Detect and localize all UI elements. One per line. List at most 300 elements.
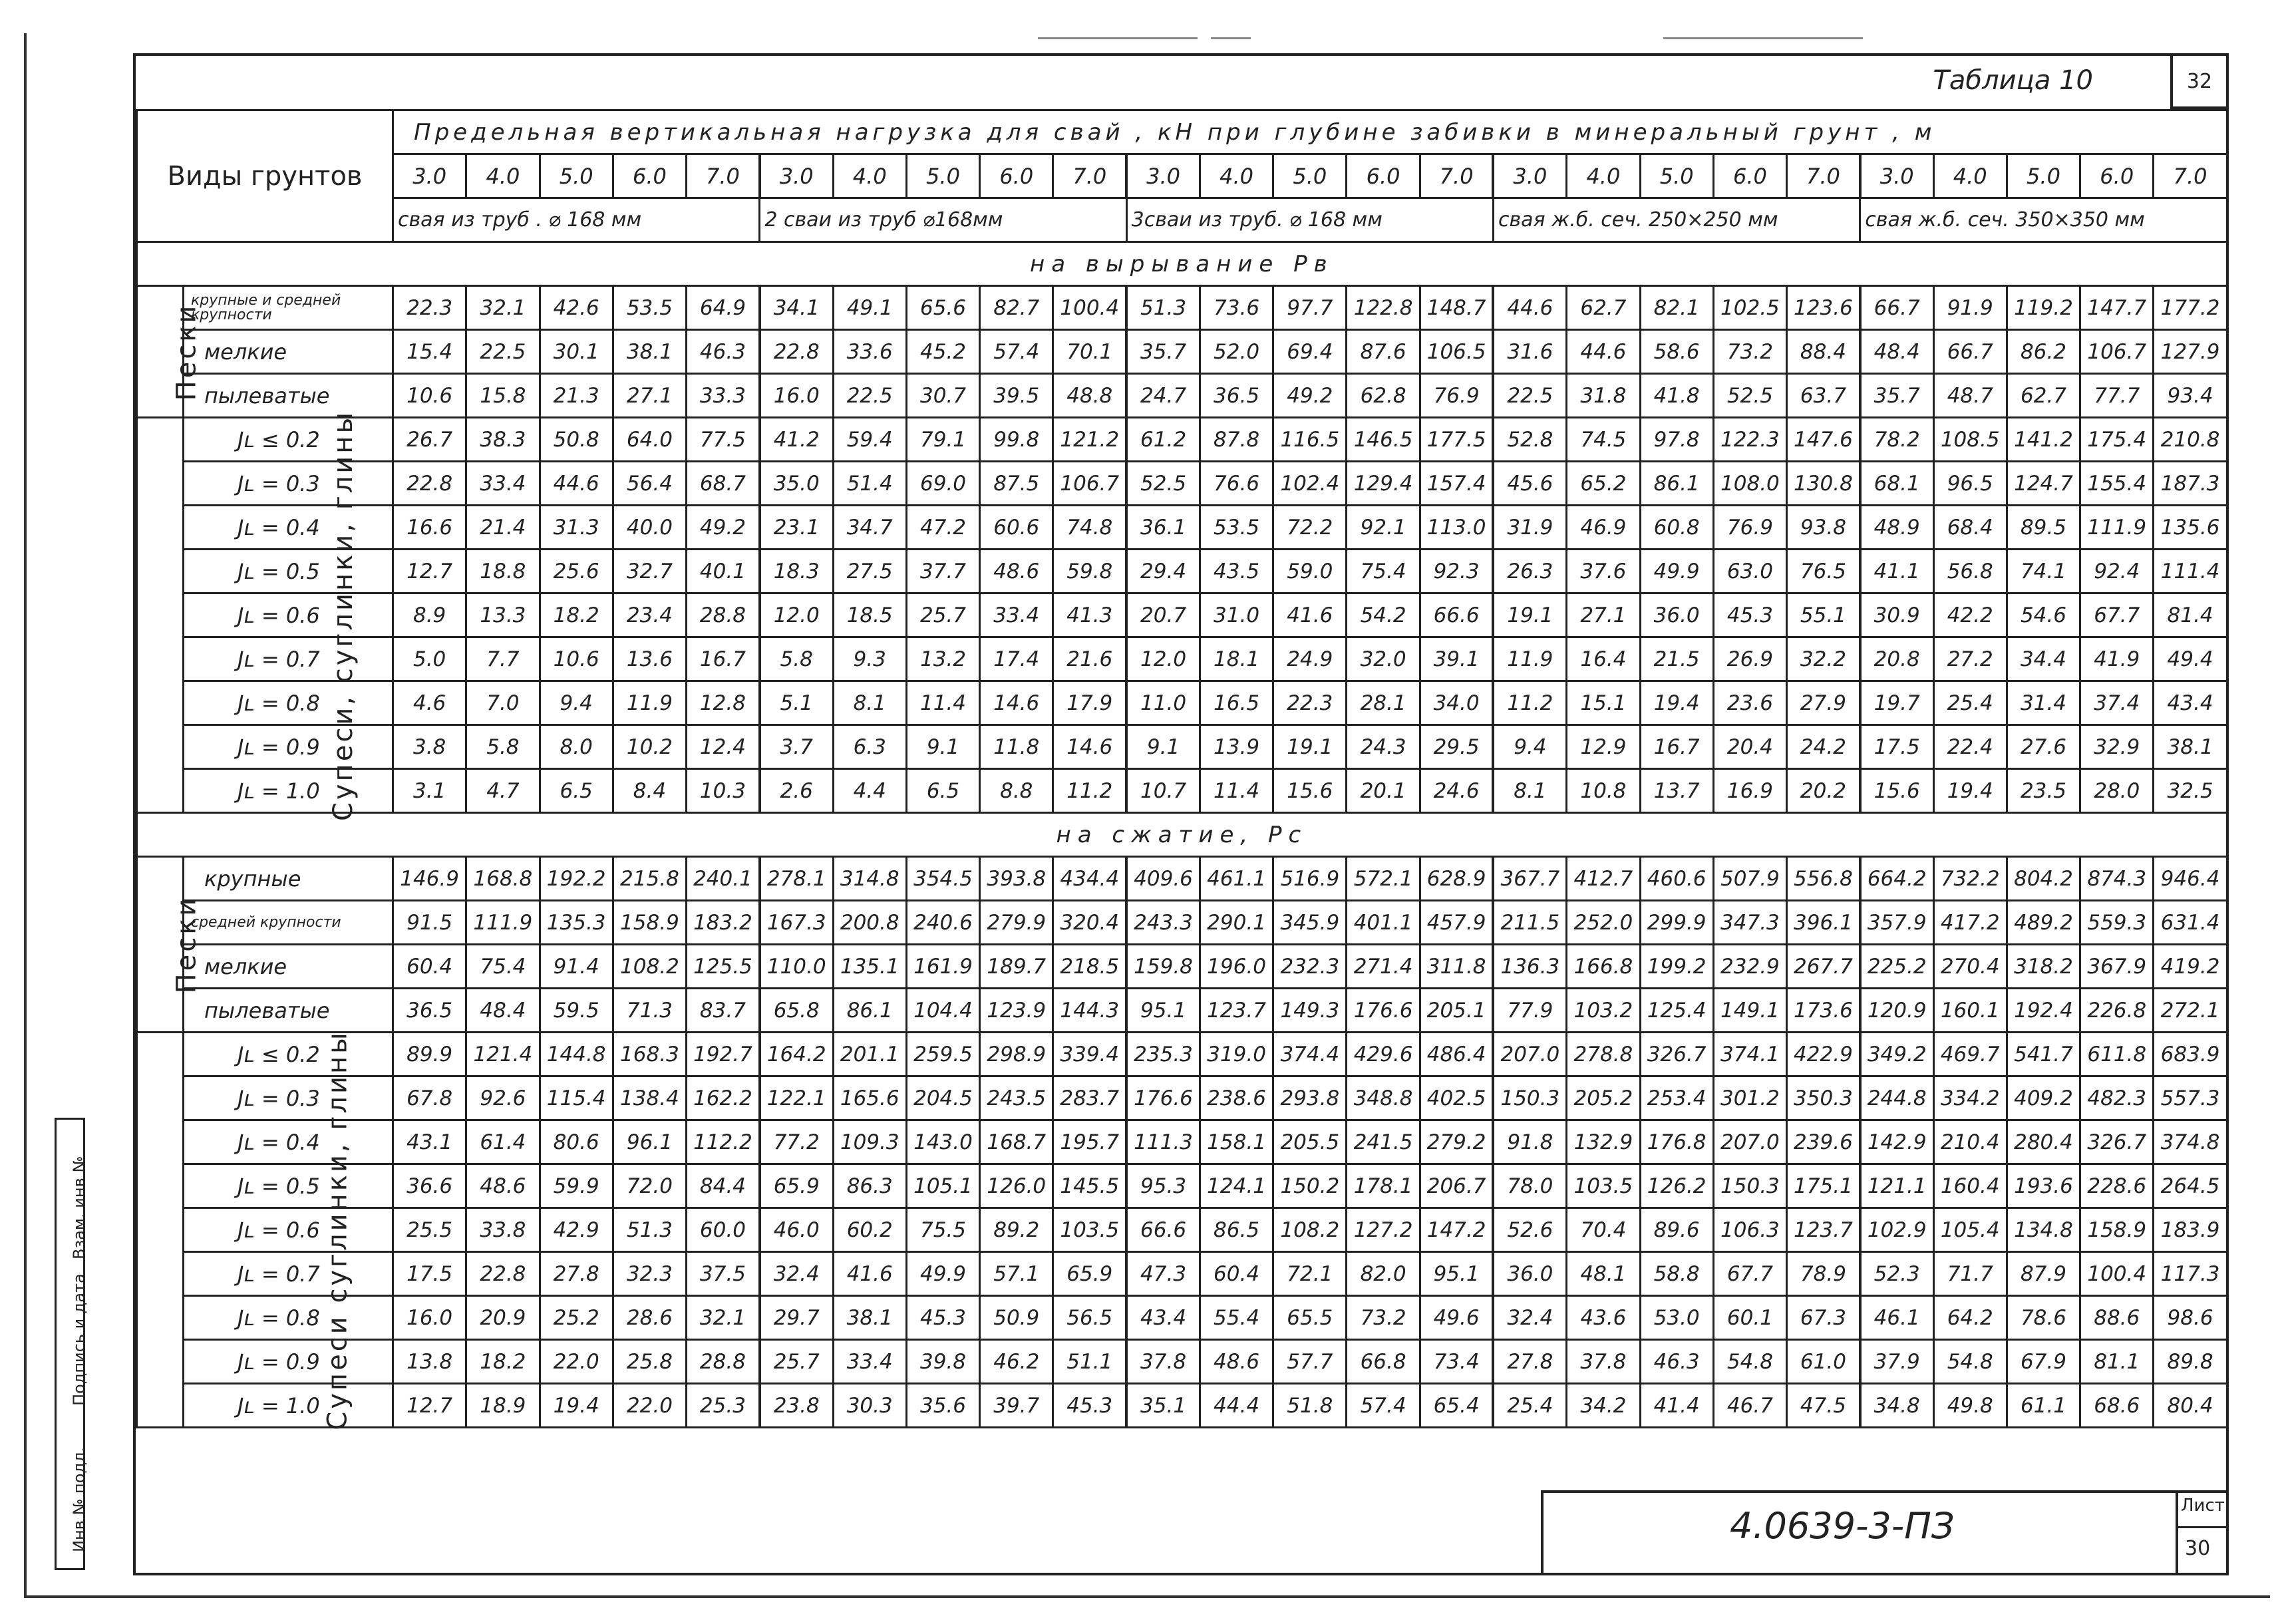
table-row (137, 725, 2227, 769)
load-value-cell: 147.7 (2080, 286, 2154, 330)
load-value-cell: 22.5 (1493, 374, 1566, 418)
load-value-cell: 111.3 (1126, 1120, 1200, 1164)
load-value-cell: 232.9 (1713, 945, 1786, 989)
load-value-cell: 164.2 (760, 1033, 833, 1076)
load-value-cell: 104.4 (906, 989, 979, 1033)
load-value-cell: 77.2 (760, 1120, 833, 1164)
load-value-cell: 89.2 (980, 1208, 1053, 1252)
load-value-cell: 48.6 (1200, 1340, 1273, 1384)
load-value-cell: 201.1 (833, 1033, 906, 1076)
load-value-cell: 10.8 (1567, 769, 1640, 813)
soil-group-label (137, 857, 202, 1033)
load-value-cell: 60.1 (1713, 1296, 1786, 1340)
load-value-cell: 226.8 (2080, 989, 2154, 1033)
load-value-cell: 34.7 (833, 506, 906, 550)
load-value-cell: 49.6 (1420, 1296, 1493, 1340)
depth-header: 6.0 (1347, 154, 1420, 198)
load-value-cell: 21.3 (540, 374, 613, 418)
soil-row-label: Jʟ = 0.6 (184, 1208, 393, 1252)
table-row (137, 593, 2227, 637)
load-value-cell: 374.8 (2154, 1120, 2227, 1164)
margin-label: Взам. инв № (70, 1156, 88, 1259)
load-value-cell: 149.1 (1713, 989, 1786, 1033)
load-value-cell: 28.0 (2080, 769, 2154, 813)
load-value-cell: 120.9 (1860, 989, 1933, 1033)
load-value-cell: 22.0 (540, 1340, 613, 1384)
load-value-cell: 60.4 (393, 945, 466, 989)
load-value-cell: 119.2 (2007, 286, 2080, 330)
load-value-cell: 31.0 (1200, 593, 1273, 637)
load-value-cell: 30.1 (540, 330, 613, 374)
load-value-cell: 52.6 (1493, 1208, 1566, 1252)
load-value-cell: 192.4 (2007, 989, 2080, 1033)
load-value-cell: 13.7 (1640, 769, 1713, 813)
load-value-cell: 178.1 (1347, 1164, 1420, 1208)
load-value-cell: 73.2 (1713, 330, 1786, 374)
load-value-cell: 32.1 (687, 1296, 760, 1340)
load-value-cell: 367.7 (1493, 857, 1566, 901)
load-value-cell: 12.8 (687, 681, 760, 725)
load-value-cell: 96.5 (1933, 462, 2007, 506)
load-value-cell: 196.0 (1200, 945, 1273, 989)
load-value-cell: 22.3 (393, 286, 466, 330)
load-value-cell: 218.5 (1053, 945, 1126, 989)
load-value-cell: 326.7 (2080, 1120, 2154, 1164)
load-value-cell: 24.9 (1273, 637, 1347, 681)
sheet-number: 32 (2170, 56, 2226, 109)
load-value-cell: 122.3 (1713, 418, 1786, 462)
load-value-cell: 167.3 (760, 901, 833, 945)
drawing-frame (133, 53, 2229, 1575)
depth-header: 3.0 (1493, 154, 1566, 198)
load-value-cell: 57.4 (1347, 1384, 1420, 1428)
depth-header: 3.0 (1126, 154, 1200, 198)
load-value-cell: 82.1 (1640, 286, 1713, 330)
load-value-cell: 409.6 (1126, 857, 1200, 901)
load-value-cell: 211.5 (1493, 901, 1566, 945)
load-value-cell: 146.5 (1347, 418, 1420, 462)
load-value-cell: 122.1 (760, 1076, 833, 1120)
load-value-cell: 320.4 (1053, 901, 1126, 945)
scan-mark (1663, 37, 1863, 39)
load-value-cell: 299.9 (1640, 901, 1713, 945)
load-value-cell: 51.3 (1126, 286, 1200, 330)
load-value-cell: 143.0 (906, 1120, 979, 1164)
load-value-cell: 58.6 (1640, 330, 1713, 374)
load-value-cell: 175.1 (1787, 1164, 1860, 1208)
load-value-cell: 628.9 (1420, 857, 1493, 901)
load-value-cell: 78.0 (1493, 1164, 1566, 1208)
load-value-cell: 165.6 (833, 1076, 906, 1120)
load-value-cell: 141.2 (2007, 418, 2080, 462)
load-value-cell: 279.2 (1420, 1120, 1493, 1164)
load-value-cell: 117.3 (2154, 1252, 2227, 1296)
load-value-cell: 73.4 (1420, 1340, 1493, 1384)
load-value-cell: 55.4 (1200, 1296, 1273, 1340)
load-value-cell: 77.9 (1493, 989, 1566, 1033)
load-value-cell: 240.1 (687, 857, 760, 901)
load-value-cell: 402.5 (1420, 1076, 1493, 1120)
load-value-cell: 73.6 (1200, 286, 1273, 330)
load-value-cell: 63.0 (1713, 550, 1786, 593)
load-value-cell: 15.4 (393, 330, 466, 374)
soil-group-text: Пески (171, 303, 202, 401)
load-value-cell: 241.5 (1347, 1120, 1420, 1164)
load-value-cell: 16.7 (1640, 725, 1713, 769)
soil-row-label: крупные и средней крупности (184, 286, 393, 330)
load-value-cell: 92.4 (2080, 550, 2154, 593)
load-value-cell: 20.9 (466, 1296, 540, 1340)
soil-row-label: крупные (184, 857, 393, 901)
load-value-cell: 293.8 (1273, 1076, 1347, 1120)
load-value-cell: 89.5 (2007, 506, 2080, 550)
load-value-cell: 238.6 (1200, 1076, 1273, 1120)
load-value-cell: 45.6 (1493, 462, 1566, 506)
load-value-cell: 98.6 (2154, 1296, 2227, 1340)
load-value-cell: 121.1 (1860, 1164, 1933, 1208)
load-value-cell: 683.9 (2154, 1033, 2227, 1076)
load-value-cell: 207.0 (1493, 1033, 1566, 1076)
load-value-cell: 22.5 (466, 330, 540, 374)
load-value-cell: 64.9 (687, 286, 760, 330)
load-value-cell: 235.3 (1126, 1033, 1200, 1076)
load-value-cell: 11.8 (980, 725, 1053, 769)
load-value-cell: 16.0 (760, 374, 833, 418)
load-value-cell: 31.3 (540, 506, 613, 550)
soil-row-label: Jʟ = 0.8 (184, 1296, 393, 1340)
load-value-cell: 60.6 (980, 506, 1053, 550)
load-value-cell: 126.0 (980, 1164, 1053, 1208)
load-value-cell: 159.8 (1126, 945, 1200, 989)
load-value-cell: 429.6 (1347, 1033, 1420, 1076)
load-value-cell: 34.4 (2007, 637, 2080, 681)
load-value-cell: 176.6 (1126, 1076, 1200, 1120)
load-value-cell: 87.5 (980, 462, 1053, 506)
load-value-cell: 27.8 (540, 1252, 613, 1296)
load-value-cell: 20.7 (1126, 593, 1200, 637)
load-value-cell: 417.2 (1933, 901, 2007, 945)
load-value-cell: 111.9 (2080, 506, 2154, 550)
table-row (137, 1076, 2227, 1120)
load-value-cell: 5.8 (760, 637, 833, 681)
section-title: на вырывание Pв (137, 242, 2227, 286)
load-value-cell: 374.4 (1273, 1033, 1347, 1076)
load-value-cell: 22.0 (613, 1384, 686, 1428)
load-value-cell: 67.3 (1787, 1296, 1860, 1340)
load-value-cell: 25.2 (540, 1296, 613, 1340)
load-value-cell: 62.8 (1347, 374, 1420, 418)
load-value-cell: 279.9 (980, 901, 1053, 945)
load-value-cell: 36.5 (393, 989, 466, 1033)
load-value-cell: 32.2 (1787, 637, 1860, 681)
load-value-cell: 66.6 (1420, 593, 1493, 637)
load-value-cell: 43.1 (393, 1120, 466, 1164)
load-value-cell: 108.2 (1273, 1208, 1347, 1252)
load-value-cell: 46.0 (760, 1208, 833, 1252)
load-value-cell: 6.3 (833, 725, 906, 769)
load-value-cell: 108.2 (613, 945, 686, 989)
load-value-cell: 38.3 (466, 418, 540, 462)
load-value-cell: 37.6 (1567, 550, 1640, 593)
load-value-cell: 207.0 (1713, 1120, 1786, 1164)
load-value-cell: 46.1 (1860, 1296, 1933, 1340)
load-value-cell: 34.8 (1860, 1384, 1933, 1428)
load-value-cell: 205.1 (1420, 989, 1493, 1033)
load-value-cell: 183.2 (687, 901, 760, 945)
load-value-cell: 25.8 (613, 1340, 686, 1384)
load-value-cell: 35.7 (1126, 330, 1200, 374)
load-value-cell: 278.1 (760, 857, 833, 901)
load-value-cell: 396.1 (1787, 901, 1860, 945)
load-value-cell: 148.7 (1420, 286, 1493, 330)
load-value-cell: 22.5 (833, 374, 906, 418)
load-value-cell: 61.4 (466, 1120, 540, 1164)
load-value-cell: 100.4 (2080, 1252, 2154, 1296)
depth-header: 4.0 (1200, 154, 1273, 198)
load-value-cell: 66.7 (1933, 330, 2007, 374)
load-value-cell: 36.0 (1640, 593, 1713, 637)
load-value-cell: 106.5 (1420, 330, 1493, 374)
load-value-cell: 65.6 (906, 286, 979, 330)
load-value-cell: 144.3 (1053, 989, 1126, 1033)
soil-row-label: Jʟ = 0.9 (184, 1340, 393, 1384)
load-value-cell: 41.4 (1640, 1384, 1713, 1428)
load-value-cell: 23.8 (760, 1384, 833, 1428)
load-value-cell: 27.1 (1567, 593, 1640, 637)
load-value-cell: 160.4 (1933, 1164, 2007, 1208)
load-value-cell: 89.8 (2154, 1340, 2227, 1384)
load-value-cell: 68.6 (2080, 1384, 2154, 1428)
margin-label: Подпись и дата (70, 1273, 88, 1406)
load-value-cell: 401.1 (1347, 901, 1420, 945)
load-value-cell: 60.4 (1200, 1252, 1273, 1296)
soil-row-label: Jʟ = 0.4 (184, 1120, 393, 1164)
load-value-cell: 13.3 (466, 593, 540, 637)
divider (2178, 1526, 2226, 1528)
load-value-cell: 92.1 (1347, 506, 1420, 550)
load-value-cell: 210.8 (2154, 418, 2227, 462)
load-value-cell: 173.6 (1787, 989, 1860, 1033)
load-value-cell: 80.4 (2154, 1384, 2227, 1428)
load-value-cell: 225.2 (1860, 945, 1933, 989)
load-value-cell: 11.2 (1053, 769, 1126, 813)
load-value-cell: 298.9 (980, 1033, 1053, 1076)
load-value-cell: 67.7 (1713, 1252, 1786, 1296)
load-value-cell: 13.9 (1200, 725, 1273, 769)
load-value-cell: 27.6 (2007, 725, 2080, 769)
load-value-cell: 86.3 (833, 1164, 906, 1208)
load-value-cell: 434.4 (1053, 857, 1126, 901)
load-value-cell: 23.6 (1713, 681, 1786, 725)
load-value-cell: 125.5 (687, 945, 760, 989)
load-value-cell: 47.2 (906, 506, 979, 550)
soil-row-label: Jʟ = 1.0 (184, 769, 393, 813)
load-value-cell: 77.5 (687, 418, 760, 462)
load-value-cell: 102.4 (1273, 462, 1347, 506)
load-value-cell: 33.3 (687, 374, 760, 418)
soil-row-label: Jʟ = 0.9 (184, 725, 393, 769)
soil-row-label: Jʟ = 0.3 (184, 1076, 393, 1120)
load-value-cell: 43.5 (1200, 550, 1273, 593)
load-value-cell: 557.3 (2154, 1076, 2227, 1120)
load-value-cell: 46.2 (980, 1340, 1053, 1384)
load-value-cell: 10.2 (613, 725, 686, 769)
load-value-cell: 319.0 (1200, 1033, 1273, 1076)
depth-header: 3.0 (393, 154, 466, 198)
depth-header: 6.0 (1713, 154, 1786, 198)
sheet-number-stamp: 30 (2185, 1537, 2211, 1560)
load-value-cell: 166.8 (1567, 945, 1640, 989)
load-value-cell: 461.1 (1200, 857, 1273, 901)
load-value-cell: 80.6 (540, 1120, 613, 1164)
load-value-cell: 54.8 (1933, 1340, 2007, 1384)
load-value-cell: 9.1 (1126, 725, 1200, 769)
load-value-cell: 99.8 (980, 418, 1053, 462)
load-value-cell: 123.9 (980, 989, 1053, 1033)
load-value-cell: 10.7 (1126, 769, 1200, 813)
load-value-cell: 874.3 (2080, 857, 2154, 901)
load-value-cell: 192.7 (687, 1033, 760, 1076)
load-value-cell: 48.6 (466, 1164, 540, 1208)
load-value-cell: 87.8 (1200, 418, 1273, 462)
load-value-cell: 486.4 (1420, 1033, 1493, 1076)
load-value-cell: 129.4 (1347, 462, 1420, 506)
load-value-cell: 19.1 (1493, 593, 1566, 637)
load-value-cell: 264.5 (2154, 1164, 2227, 1208)
load-value-cell: 57.4 (980, 330, 1053, 374)
load-value-cell: 105.1 (906, 1164, 979, 1208)
load-value-cell: 39.1 (1420, 637, 1493, 681)
load-value-cell: 46.3 (687, 330, 760, 374)
load-value-cell: 18.8 (466, 550, 540, 593)
load-value-cell: 55.1 (1787, 593, 1860, 637)
soil-row-label: Jʟ = 0.4 (184, 506, 393, 550)
load-value-cell: 89.6 (1640, 1208, 1713, 1252)
table-row (137, 857, 2227, 901)
load-value-cell: 14.6 (1053, 725, 1126, 769)
load-value-cell: 127.9 (2154, 330, 2227, 374)
load-value-cell: 215.8 (613, 857, 686, 901)
load-value-cell: 6.5 (540, 769, 613, 813)
load-value-cell: 22.8 (466, 1252, 540, 1296)
table-row (137, 418, 2227, 462)
load-value-cell: 35.6 (906, 1384, 979, 1428)
load-value-cell: 74.1 (2007, 550, 2080, 593)
load-value-cell: 32.5 (2154, 769, 2227, 813)
load-value-cell: 33.6 (833, 330, 906, 374)
load-value-cell: 75.4 (466, 945, 540, 989)
load-value-cell: 23.1 (760, 506, 833, 550)
load-value-cell: 112.2 (687, 1120, 760, 1164)
load-value-cell: 183.9 (2154, 1208, 2227, 1252)
depth-header: 5.0 (1640, 154, 1713, 198)
load-value-cell: 17.5 (1860, 725, 1933, 769)
load-value-cell: 150.2 (1273, 1164, 1347, 1208)
load-value-cell: 56.5 (1053, 1296, 1126, 1340)
load-value-cell: 25.5 (393, 1208, 466, 1252)
load-value-cell: 259.5 (906, 1033, 979, 1076)
load-value-cell: 91.8 (1493, 1120, 1566, 1164)
load-value-cell: 326.7 (1640, 1033, 1713, 1076)
load-value-cell: 28.1 (1347, 681, 1420, 725)
load-value-cell: 49.9 (906, 1252, 979, 1296)
load-value-cell: 19.7 (1860, 681, 1933, 725)
load-value-cell: 12.0 (760, 593, 833, 637)
load-value-cell: 228.6 (2080, 1164, 2154, 1208)
load-value-cell: 32.4 (1493, 1296, 1566, 1340)
depth-header: 4.0 (1933, 154, 2007, 198)
load-value-cell: 239.6 (1787, 1120, 1860, 1164)
load-value-cell: 53.5 (1200, 506, 1273, 550)
load-value-cell: 49.8 (1933, 1384, 2007, 1428)
depth-header: 6.0 (980, 154, 1053, 198)
load-value-cell: 97.8 (1640, 418, 1713, 462)
scan-mark (1211, 37, 1251, 39)
load-value-cell: 29.4 (1126, 550, 1200, 593)
load-value-cell: 76.5 (1787, 550, 1860, 593)
load-value-cell: 24.7 (1126, 374, 1200, 418)
load-value-cell: 37.8 (1567, 1340, 1640, 1384)
load-value-cell: 22.4 (1933, 725, 2007, 769)
load-value-cell: 56.4 (613, 462, 686, 506)
load-value-cell: 135.1 (833, 945, 906, 989)
load-value-cell: 51.4 (833, 462, 906, 506)
load-value-cell: 95.3 (1126, 1164, 1200, 1208)
load-value-cell: 205.5 (1273, 1120, 1347, 1164)
load-value-cell: 314.8 (833, 857, 906, 901)
load-value-cell: 50.8 (540, 418, 613, 462)
load-value-cell: 122.8 (1347, 286, 1420, 330)
load-value-cell: 18.1 (1200, 637, 1273, 681)
table-row (137, 462, 2227, 506)
load-value-cell: 102.5 (1713, 286, 1786, 330)
load-value-cell: 89.9 (393, 1033, 466, 1076)
load-value-cell: 556.8 (1787, 857, 1860, 901)
load-value-cell: 24.3 (1347, 725, 1420, 769)
load-value-cell: 611.8 (2080, 1033, 2154, 1076)
load-value-cell: 5.8 (466, 725, 540, 769)
load-value-cell: 45.2 (906, 330, 979, 374)
load-value-cell: 39.7 (980, 1384, 1053, 1428)
load-value-cell: 103.2 (1567, 989, 1640, 1033)
load-value-cell: 13.8 (393, 1340, 466, 1384)
load-value-cell: 29.5 (1420, 725, 1493, 769)
depth-header: 6.0 (2080, 154, 2154, 198)
soil-row-label: Jʟ = 0.3 (184, 462, 393, 506)
load-value-cell: 21.4 (466, 506, 540, 550)
load-value-cell: 51.3 (613, 1208, 686, 1252)
load-value-cell: 6.5 (906, 769, 979, 813)
depth-header: 6.0 (613, 154, 686, 198)
load-value-cell: 48.7 (1933, 374, 2007, 418)
load-value-cell: 162.2 (687, 1076, 760, 1120)
load-value-cell: 946.4 (2154, 857, 2227, 901)
load-value-cell: 11.9 (1493, 637, 1566, 681)
load-value-cell: 33.8 (466, 1208, 540, 1252)
load-value-cell: 9.3 (833, 637, 906, 681)
soil-group-text: Супеси, суглинки, глины (328, 409, 359, 821)
load-value-cell: 732.2 (1933, 857, 2007, 901)
load-value-cell: 86.1 (833, 989, 906, 1033)
load-value-cell: 44.4 (1200, 1384, 1273, 1428)
load-value-cell: 78.6 (2007, 1296, 2080, 1340)
load-value-cell: 92.6 (466, 1076, 540, 1120)
load-value-cell: 67.9 (2007, 1340, 2080, 1384)
load-value-cell: 68.1 (1860, 462, 1933, 506)
load-value-cell: 79.1 (906, 418, 979, 462)
load-value-cell: 86.5 (1200, 1208, 1273, 1252)
load-value-cell: 86.1 (1640, 462, 1713, 506)
